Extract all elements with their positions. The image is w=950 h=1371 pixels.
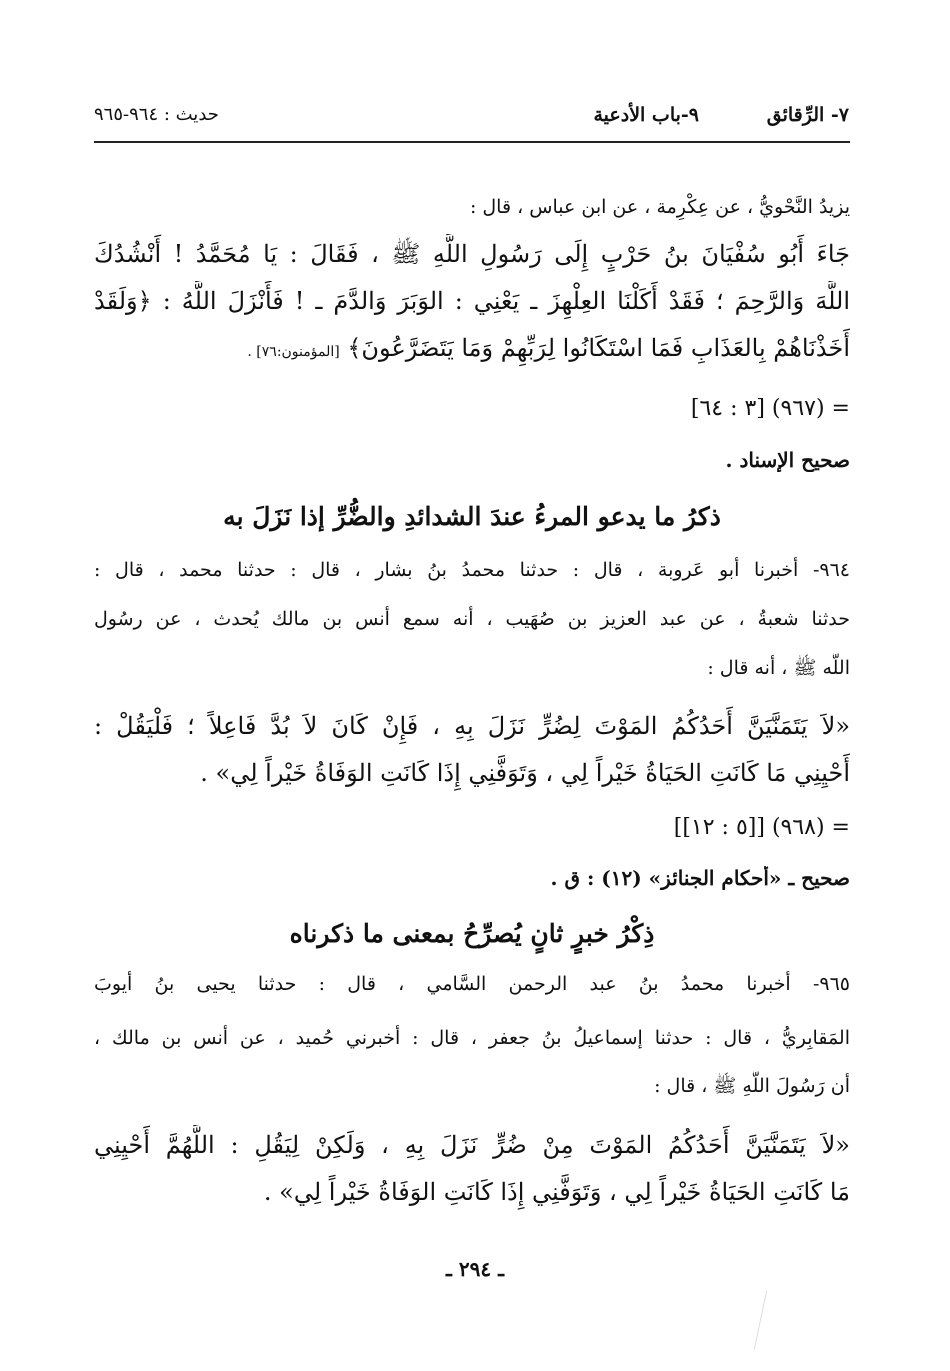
section-heading: ذكرُ ما يدعو المرءُ عندَ الشدائدِ والضُّرِّ إذا نَزَلَ به: [223, 502, 721, 531]
text-line: مَا كَانَتِ الحَيَاةُ خَيْراً لِي ، وَتَوَفَّنِي إِذَا كَانَتِ الوَفَاةُ خَيْراً لِي» .: [263, 1178, 850, 1206]
text-line: ٩٦٥- أخبرنا محمدُ بنُ عبد الرحمن السَّامي ، قال : حدثنا يحيى بنُ أيوبَ: [94, 973, 850, 995]
page-number: ـ ٢٩٤ ـ: [446, 1257, 504, 1281]
text-line: «لاَ يَتَمَنَّيَنَّ أَحَدُكُمُ المَوْتَ لِضُرٍّ نَزَلَ بِهِ ، فَإِنْ كَانَ لاَ بُدَّ فَاعِلاً ؛ فَلْيَقُلْ :: [94, 712, 850, 740]
text-line: اللَّه ﷺ ، أنه قال :: [707, 657, 850, 679]
text-line: المَقابِريُّ ، قال : حدثنا إسماعيلُ بنُ جعفر ، قال : أخبرني حُميد ، عن أنس بن مالك ،: [94, 1027, 850, 1049]
cross-reference: = (٩٦٧) [٣ : ٦٤]: [690, 396, 850, 421]
chapter-title: ٩-باب الأدعية: [593, 104, 699, 126]
running-header: [94, 98, 849, 138]
text-line: «لاَ يَتَمَنَّيَنَّ أَحَدُكُمُ المَوْتَ مِنْ ضُرٍّ نَزَلَ بِهِ ، وَلَكِنْ لِيَقُلِ : اللَّهُمَّ أَحْيِنِي: [94, 1131, 850, 1159]
text-line: اللَّهَ وَالرَّحِمَ ؛ فَقَدْ أَكَلْنَا العِلْهِزَ ـ يَعْنِي : الوَبَرَ وَالدَّمَ ـ ! فَأَنْزَلَ اللَّهُ : ﴿وَلَقَدْ: [94, 287, 850, 315]
text-line: ٩٦٤- أخبرنا أبو عَروبة ، قال : حدثنا محمدُ بنُ بشار ، قال : حدثنا محمد ، قال :: [94, 559, 850, 581]
quran-reference: [المؤمنون:٧٦] .: [247, 344, 340, 360]
section-heading: ذِكْرُ خبرٍ ثانٍ يُصرِّحُ بمعنى ما ذكرناه: [289, 919, 655, 948]
cross-reference: = (٩٦٨) [[٥ : ١٢]]: [673, 815, 850, 840]
text-line: [94, 328, 850, 372]
hadith-range: حديث : ٩٦٤-٩٦٥: [94, 104, 219, 125]
text-line: أن رَسُولَ اللَّهِ ﷺ ، قال :: [654, 1075, 850, 1097]
book-title: ٧- الرِّقائق: [766, 104, 849, 126]
text-line: حدثنا شعبةُ ، عن عبد العزيز بن صُهَيب ، أنه سمع أنس بن مالك يُحدث ، عن رسُول: [94, 608, 850, 630]
text-line: أَحْيِنِي مَا كَانَتِ الحَيَاةُ خَيْراً لِي ، وَتَوَفَّنِي إِذَا كَانَتِ الوَفَاةُ خَيْراً لِي» .: [200, 759, 850, 787]
text-line: جَاءَ أَبُو سُفْيَانَ بنُ حَرْبٍ إِلَى رَسُولِ اللَّهِ ﷺ ، فَقَالَ : يَا مُحَمَّدُ ! أَنْشُدُكَ: [94, 240, 850, 268]
text-line: يزيدُ النَّحْويُّ ، عن عِكْرِمة ، عن ابن عباس ، قال :: [469, 196, 850, 218]
grading: صحيح ـ «أحكام الجنائز» (١٢) : ق .: [550, 866, 850, 890]
paper-mark: [754, 1291, 767, 1350]
quran-verse: أَخَذْنَاهُمْ بِالعَذَابِ فَمَا اسْتَكَانُوا لِرَبِّهِمْ وَمَا يَتَضَرَّعُونَ﴾: [347, 334, 850, 362]
grading: صحيح الإسناد .: [725, 448, 850, 472]
header-rule: [94, 141, 850, 143]
